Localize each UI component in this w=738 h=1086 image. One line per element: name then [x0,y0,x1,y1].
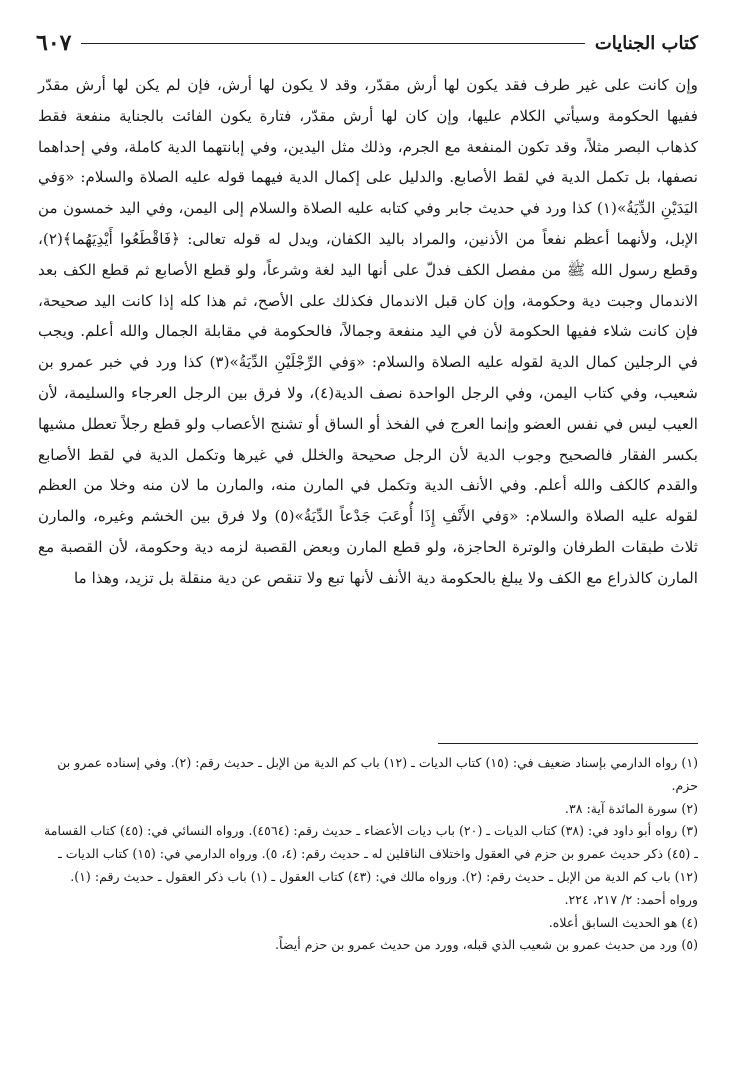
page-number: ٦٠٧ [36,30,72,56]
footnote-5: (٥) ورد من حديث عمرو بن شعيب الذي قبله، وورد من حديث عمرو بن حزم أيضاً. [274,937,698,953]
footnote-separator [438,743,698,744]
main-text [38,70,698,594]
footnote-3: (٣) رواه أبو داود في: (٣٨) كتاب الديات ـ (٢٠) باب ديات الأعضاء ـ حديث رقم: (٤٥٦٤). ورواه النسائي في: (٤٥) كتاب القسامة ـ (٤٥) ذكر حديث عمرو بن حزم في العقول واختلاف الناقلين له ـ حديث رقم: (٤، ٥). ورواه الدارمي في: (١٥) كتاب الديات ـ (١٢) باب كم الدية من الإبل ـ حديث رقم: (٢). ورواه مالك في: (٤٣) كتاب العقول ـ (١) باب ذكر العقول ـ حديث رقم: (١). ورواه أحمد: ٢/ ٢١٧، ٢٢٤. [44,823,698,907]
footnote-4: (٤) هو الحديث السابق أعلاه. [548,914,698,930]
main-paragraph: وإن كانت على غير طرف فقد يكون لها أرش مقدّر، وقد لا يكون لها أرش، فإن لم يكن لها أرش مقدّر ففيها الحكومة وسيأتي الكلام عليها، وإن كان لها أرش مقدّر، فتارة يكون الفائت بالجناية منفعة فقط كذهاب البصر مثلاً، وقد تكون المنفعة مع الجرم، وذلك مثل اليدين، وفي إبانتهما الدية كاملة، وفي إحداهما نصفها، بل تكمل الدية في لقط الأصابع. والدليل على إكمال الدية فيهما قوله عليه الصلاة والسلام: «وَفي اليَدَيْنِ الدِّيَةُ»(١) كذا ورد في حديث جابر وفي كتابه عليه الصلاة والسلام إلى اليمن، وفي اليد خمسون من الإبل، ولأنهما أعظم نفعاً من الأذنين، والمراد باليد الكفان، ويدل له قوله تعالى: ﴿فَاقْطَعُوا أَيْدِيَهُما﴾(٢)، وقطع رسول الله ﷺ من مفصل الكف فدلّ على أنها اليد لغة وشرعاً، ولو قطع الأصابع ثم قطع الكف بعد الاندمال وجبت دية وحكومة، وإن كان قبل الاندمال فكذلك على الأصح، ثم هذا كله إذا كانت اليد صحيحة، فإن كانت شلاء ففيها الحكومة لأن في اليد منفعة وجمالاً، فالحكومة في مقابلة الجمال والله أعلم. ويجب في الرجلين كمال الدية لقوله عليه الصلاة والسلام: «وَفي الرِّجْلَيْنِ الدِّيَةُ»(٣) كذا ورد في خبر عمرو بن شعيب، وفي كتاب اليمن، وفي الرجل الواحدة نصف الدية(٤)، ولا فرق بين الرجل العرجاء والسليمة، لأن العيب ليس في نفس العضو وإنما العرج في الفخذ أو الساق أو تشنج الأعصاب ولو قطع رجلاً تعطل مشيها بكسر الفقار فالصحيح وجوب الدية لأن الرجل صحيحة والخلل في غيرها وتكمل الدية في لقط الأصابع والقدم كالكف والله أعلم. وفي الأنف الدية وتكمل في المارن منه، والمارن ما لان منه وخلا من العظم لقوله عليه الصلاة والسلام: «وَفي الأَنْفِ إِذَا أُوعَبَ جَدْعاً الدِّيَةُ»(٥) ولا فرق بين الخشم وغيره، والمارن ثلاث طبقات الطرفان والوترة الحاجزة، ولو قطع المارن وبعض القصبة لزمه دية وحكومة، لأن القصبة مع المارن كالذراع مع الكف ولا يبلغ بالحكومة دية الأنف لأنها تبع ولا تنقص عن دية منقلة بل تزيد، وهذا ما [38,76,699,587]
running-title: كتاب الجنايات [594,32,698,54]
page-header [36,26,698,60]
header-rule [81,43,584,44]
footnote-1: (١) رواه الدارمي بإسناد ضعيف في: (١٥) كتاب الديات ـ (١٢) باب كم الدية من الإبل ـ حديث رقم: (٢). وفي إسناده عمرو بن حزم. [57,755,698,793]
footnotes [38,752,698,957]
footnote-2: (٢) سورة المائدة آية: ٣٨. [564,800,698,816]
